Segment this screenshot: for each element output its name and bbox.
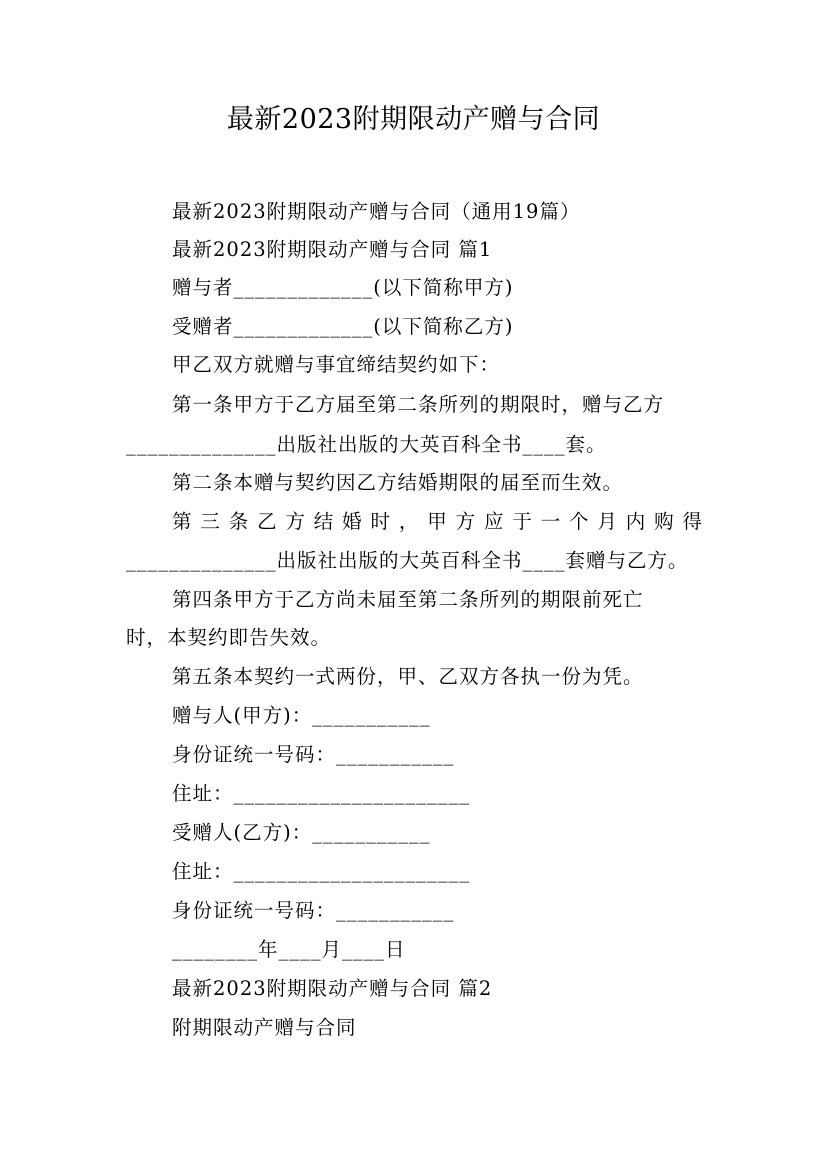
- section-heading: 附期限动产赠与合同: [172, 1016, 357, 1039]
- signature-line: 住址：______________________: [172, 782, 471, 805]
- paragraph-line: ______________出版社出版的大英百科全书____套。: [126, 433, 607, 456]
- paragraph-line: 第五条本契约一式两份，甲、乙双方各执一份为凭。: [172, 665, 644, 688]
- paragraph-line: ______________出版社出版的大英百科全书____套赠与乙方。: [126, 549, 689, 572]
- paragraph-line: 第四条甲方于乙方尚未届至第二条所列的期限前死亡: [172, 588, 644, 611]
- signature-line: 赠与人(甲方)：___________: [172, 704, 431, 727]
- signature-line: 身份证统一号码：___________: [172, 743, 455, 766]
- paragraph-line: 时，本契约即告失效。: [126, 626, 332, 649]
- heading-line: 最新2023附期限动产赠与合同（通用19篇）: [172, 200, 581, 223]
- paragraph-line: 第二条本赠与契约因乙方结婚期限的届至而生效。: [172, 471, 624, 494]
- signature-line: 身份证统一号码：___________: [172, 899, 455, 922]
- paragraph-line: 甲乙双方就赠与事宜缔结契约如下：: [172, 353, 501, 376]
- donor-line: 赠与者_____________(以下简称甲方): [172, 276, 514, 299]
- date-line: ________年____月____日: [172, 938, 406, 961]
- paragraph-line: 第 三 条 乙 方 结 婚 时 ， 甲 方 应 于 一 个 月 内 购 得: [172, 510, 702, 533]
- section-heading: 最新2023附期限动产赠与合同 篇2: [172, 977, 493, 1000]
- signature-line: 受赠人(乙方)：___________: [172, 821, 431, 844]
- paragraph-line: 第一条甲方于乙方届至第二条所列的期限时，赠与乙方: [172, 393, 665, 416]
- signature-line: 住址：______________________: [172, 860, 471, 883]
- section-heading: 最新2023附期限动产赠与合同 篇1: [172, 238, 493, 261]
- document-title: 最新2023附期限动产赠与合同: [226, 104, 601, 135]
- donee-line: 受赠者_____________(以下简称乙方): [172, 315, 514, 338]
